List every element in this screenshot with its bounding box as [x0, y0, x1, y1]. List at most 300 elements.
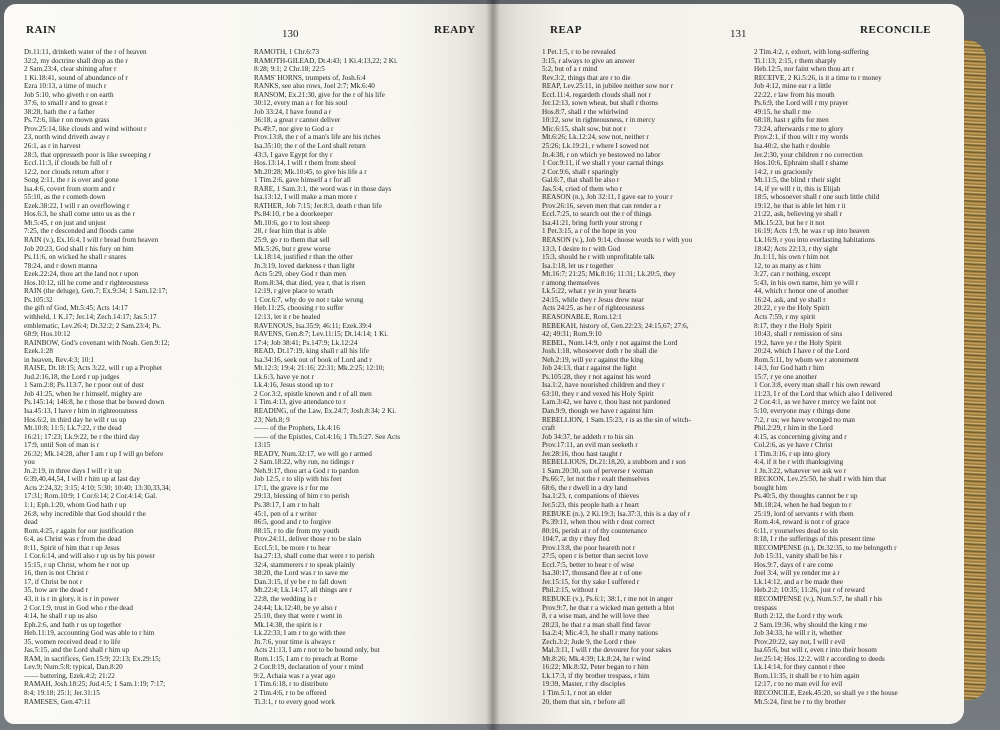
index-line: Lam.3:42, we have r, thou hast not pardoned: [542, 398, 671, 407]
index-line: Job 5:10, who giveth r on earth: [24, 90, 114, 99]
index-line: 73:24, afterwards r me to glory: [754, 124, 844, 133]
index-line: 5:2, but of a r mind: [542, 65, 598, 74]
index-line: 10:12, sow in righteousness, r in mercy: [542, 116, 655, 125]
index-line: 86:5, good and r to forgive: [254, 518, 331, 527]
index-line: Rom.8:34, that died, yea r, that is risen: [254, 278, 366, 287]
index-line: Jer.5:23, this people hath a r heart: [542, 500, 640, 509]
index-line: Mt.6:26; Lk.12:24, sow not, neither r: [542, 133, 649, 142]
index-line: 18:42; Acts 22:13, r thy sight: [754, 244, 838, 253]
index-line: RAMS' HORNS, trumpets of, Josh.6:4: [254, 73, 366, 82]
index-line: Ps.84:10, r be a doorkeeper: [254, 210, 333, 219]
index-line: 24:44; Lk.12:40, be ye also r: [254, 603, 337, 612]
index-line: REBUKE (v.), Ps.6:1; 38:1, r me not in anger: [542, 595, 673, 603]
index-line: Isa.41:21, bring forth your strong r: [542, 218, 643, 227]
index-line: Ps.40:5, thy thoughts cannot be r up: [754, 492, 858, 501]
index-line: Lk.17:3, if thy brother trespass, r him: [542, 671, 650, 680]
index-line: Ps.105:28, they r not against his word: [542, 372, 651, 381]
index-line: 15:15, r up Christ, whom he r not up: [24, 560, 130, 569]
index-line: Hos.13:14, I will r them from sheol: [254, 159, 356, 168]
index-line: 25:19, lord of servants r with them: [754, 509, 854, 518]
index-line: Hos.6:3, he shall come unto us as the r: [24, 210, 135, 219]
index-line: 19:39, Master, r thy disciples: [542, 680, 626, 689]
index-line: 35, women received dead r to life: [24, 637, 121, 646]
index-line: 1 Tim.2:6, gave himself a r for all: [254, 176, 351, 185]
index-line: 16:21; 17:23; Lk.9:22, be r the third day: [24, 432, 140, 441]
index-line: Mt.5:45, r on just and unjust: [24, 218, 106, 227]
index-line: Ezek.1:28: [24, 347, 53, 356]
index-line: Job 41:25, when he r himself, mighty are: [24, 389, 142, 398]
index-line: Jer.15:15, for thy sake I suffered r: [542, 577, 640, 586]
index-line: Prov.26:16, seven men that can render a r: [542, 201, 662, 210]
index-line: 68:6, the r dwell in a dry land: [542, 483, 628, 492]
index-line: Ezra 10:13, a time of much r: [24, 82, 107, 91]
index-line: 32:4, stammerers r to speak plainly: [254, 560, 356, 569]
index-line: 2 Tim.4:6, r to be offered: [254, 689, 327, 698]
index-line: Ezek.22:24, thou art the land not r upon: [24, 270, 139, 279]
index-line: bought him: [754, 483, 787, 492]
index-line: Jud.2:16,18, the Lord r up judges: [24, 372, 120, 381]
index-line: 8:18, I r the sufferings of this present time: [754, 535, 876, 544]
index-line: Ezek.38:22, I will r an overflowing r: [24, 201, 130, 210]
index-line: 6:39,40,44,54, I will r him up at last day: [24, 475, 140, 484]
index-line: Ti.1:13; 2:15, r them sharply: [754, 56, 837, 65]
index-line: 35, how are the dead r: [24, 586, 88, 595]
index-line: Ps.11:6, on wicked he shall r snares: [24, 253, 127, 262]
index-line: 12, to as many as r him: [754, 261, 821, 270]
index-line: Rom.4:4, reward is not r of grace: [754, 518, 850, 527]
index-line: Josh.1:18, whosoever doth r he shall die: [542, 347, 658, 356]
index-line: Isa.30:17, thousand flee at r of one: [542, 569, 642, 578]
index-line: Lk.6:3, have ye not r: [254, 372, 314, 381]
index-line: RATHER, Job 7:15; Jer.8:3, death r than life: [254, 201, 382, 210]
index-line: Mt.5:24, first be r to thy brother: [754, 697, 846, 706]
index-line: 21:22, ask, believing ye shall r: [754, 210, 843, 219]
index-line: RARE, 1 Sam.3:1, the word was r in those days: [254, 184, 392, 193]
index-line: RANSOM, Ex.21:30, give for the r of his life: [254, 90, 385, 99]
index-line: 19:12, he that is able let him r it: [754, 201, 846, 210]
index-line: 6:4, as Christ was r from the dead: [24, 535, 122, 544]
index-line: Isa.27:13, shall come that were r to perish: [254, 552, 375, 561]
index-line: Acts 7:59, r my spirit: [754, 312, 816, 321]
index-line: Heb.11:25, choosing r to suffer: [254, 304, 344, 313]
index-line: 38:20, the Lord was r to save me: [254, 569, 349, 578]
index-line: Job 24:13, that r against the light: [542, 364, 637, 373]
index-line: emblematic, Lev.26:4; Dt.32:2; 2 Sam.23:4; Ps.: [24, 321, 161, 330]
index-line: 25:10, they that were r went in: [254, 612, 343, 621]
index-line: 1 Tim.4:13, give attendance to r: [254, 398, 346, 407]
right-page-column-2: [754, 48, 962, 706]
index-line: 1 Cor.9:11, if we shall r your carnal things: [542, 159, 664, 168]
index-line: Ps.66:7, let not the r exalt themselves: [542, 475, 650, 484]
index-line: REASON (n.), Job 32:11, I gave ear to your r: [542, 193, 673, 202]
index-line: 63:10, they r and vexed his Holy Spirit: [542, 389, 654, 398]
index-line: 88:15, r to die from my youth: [254, 526, 340, 535]
index-line: RAINBOW, God's covenant with Noah. Gen.9:12;: [24, 338, 170, 347]
index-line: Isa.45:13, I have r him in righteousness: [24, 406, 138, 415]
right-page-headword: REAP: [550, 24, 582, 36]
index-line: 1 Cor.3:8, every man shall r his own reward: [754, 381, 881, 390]
index-line: 17, if Christ be not r: [24, 577, 83, 586]
index-line: 2 Cor.8:19, declaration of your r mind: [254, 663, 364, 672]
index-line: Isa.34:16, seek out of book of Lord and r: [254, 355, 372, 364]
left-page: [4, 4, 492, 724]
index-line: Col.2:6, as ye have r Christ: [754, 441, 833, 450]
index-line: Lk.4:16, Jesus stood up to r: [254, 381, 334, 390]
index-line: 23; Neh.8; 9: [254, 415, 290, 424]
index-line: 1 Ki.18:41, sound of abundance of r: [24, 73, 128, 82]
index-line: 2 Cor.4:1, as we have r mercy we faint not: [754, 398, 876, 407]
index-line: 16:24, ask, and ye shall r: [754, 295, 826, 304]
book-gutter-shadow: [486, 0, 500, 730]
index-line: 16:19; Acts 1:9, he was r up into heaven: [754, 227, 870, 236]
index-line: Rom.4:25, r again for our justification: [24, 526, 134, 535]
index-line: Neh.9:17, thou art a God r to pardon: [254, 466, 359, 475]
index-line: 23, north wind driveth away r: [24, 133, 110, 142]
index-line: 17:4; Job 38:41; Ps.147:9; Lk.12:24: [254, 338, 358, 347]
index-line: 13:15: [254, 441, 271, 450]
index-line: Isa.65:6, but will r, even r into their bosom: [754, 646, 877, 655]
index-line: RAM, in sacrifices, Gen.15:9; 22:13; Ex.29:15;: [24, 654, 161, 663]
index-line: Lk.22:33, I am r to go with thee: [254, 629, 346, 638]
index-line: Acts 2:24,32; 3:15; 4:10; 5:30; 10:40; 13:30,33,34;: [24, 483, 171, 492]
index-line: Prov.24:11, deliver those r to be slain: [254, 535, 362, 544]
index-line: Joel 3:4, will ye render me a r: [754, 569, 840, 578]
index-line: Ti.3:1, r to every good work: [254, 697, 335, 706]
index-line: Acts 5:29, obey God r than men: [254, 270, 347, 279]
index-line: 22:22, r law from his mouth: [754, 90, 835, 99]
index-line: 18:5, whosoever shall r one such little child: [754, 193, 880, 202]
index-line: Jer.12:13, sown wheat, but shall r thorns: [542, 99, 658, 108]
index-line: Phil.2:29, r him in the Lord: [754, 424, 833, 433]
index-line: Mt.10:8; 11:5; Lk.7:22, r the dead: [24, 424, 122, 433]
index-line: RAVENOUS, Isa.35:9; 46:11; Ezek.39:4: [254, 321, 372, 330]
index-line: 25:26; Lk.19:21, r where I sowed not: [542, 142, 649, 151]
index-line: Heb.12:5, nor faint when thou art r: [754, 65, 855, 74]
index-line: Job 12:5, r to slip with his feet: [254, 475, 342, 484]
right-page-number: 131: [730, 28, 747, 40]
index-line: trespass: [754, 603, 777, 612]
index-line: Lk.18:14, justified r than the other: [254, 253, 353, 262]
index-line: RAMESES, Gen.47:11: [24, 697, 91, 706]
index-line: 3:15, r always to give an answer: [542, 56, 635, 65]
index-line: 6:11, r yourselves dead to sin: [754, 526, 838, 535]
index-line: Job 4:12, mine ear r a little: [754, 82, 832, 91]
index-line: REBELLIOUS, Dt.21:18,20, a stubborn and r son: [542, 458, 686, 467]
index-line: Mic.6:15, shalt sow, but not r: [542, 124, 627, 133]
index-line: Jer.28:16, thou hast taught r: [542, 449, 622, 458]
index-line: 7:25, the r descended and floods came: [24, 227, 134, 236]
index-line: Jn.7:6, your time is always r: [254, 637, 336, 646]
index-line: 15:3, should he r with unprofitable talk: [542, 253, 655, 262]
index-line: 27:5, open r is better than secret love: [542, 552, 649, 561]
index-line: 8:4; 19:18; 25:1; Jer.31:15: [24, 689, 100, 698]
index-line: Job 34:37, he addeth r to his sin: [542, 432, 634, 441]
index-line: 32:2, my doctrine shall drop as the r: [24, 56, 128, 65]
index-line: 68:9; Hos.10:12: [24, 330, 71, 339]
index-line: 55:10, as the r cometh down: [24, 193, 106, 202]
index-line: 1 Sam.20:30, son of perverse r woman: [542, 466, 653, 475]
index-line: craft: [542, 424, 556, 433]
index-line: Isa.2:4; Mic.4:3, he shall r many nations: [542, 629, 658, 638]
index-line: RANKS, see also rows, Joel 2:7; Mk.6:40: [254, 82, 375, 91]
index-line: Mt.20:28; Mk.10:45, to give his life a r: [254, 167, 367, 176]
index-line: Eccl.7:25, to search out the r of things: [542, 210, 652, 219]
index-line: 8, r a wise man, and he will love thee: [542, 612, 650, 621]
index-line: 1 Tim.6:18, r to distribute: [254, 680, 328, 689]
index-line: Eccl.5:1, be more r to hear: [254, 543, 331, 552]
index-line: —— of the Epistles, Col.4:16; 1 Th.5:27. See Acts: [254, 432, 401, 441]
index-line: 2 Sam.19:36, why should the king r me: [754, 620, 868, 629]
index-line: READY, Num.32:17, we will go r armed: [254, 449, 372, 458]
index-line: 17:31; Rom.10:9; 1 Cor.6:14; 2 Cor.4:14; Gal.: [24, 492, 157, 501]
index-line: Rom.1:15, I am r to preach at Rome: [254, 654, 358, 663]
index-line: 28, r fear him that is able: [254, 227, 327, 236]
index-line: 8:28; 9:1; 2 Chr.18; 22:5: [254, 65, 325, 74]
index-line: 2 Sam.18:22, why run, no tidings r: [254, 458, 355, 467]
index-line: RAIN (the deluge), Gen.7; Ex.9:34; 1 Sam.12:17;: [24, 287, 168, 296]
index-line: RAMAH, Josh.18:25; Jud.4:5; 1 Sam.1:19; 7:17;: [24, 680, 166, 689]
index-line: 4:14, he shall r up us also: [24, 612, 98, 621]
index-line: Eph.2:6, and hath r us up together: [24, 620, 122, 629]
index-line: 2 Cor.3:2, epistle known and r of all men: [254, 389, 372, 398]
index-line: 29:13, blessing of him r to perish: [254, 492, 350, 501]
index-line: Rom.5:11, by whom we r atonement: [754, 355, 859, 364]
index-line: 2 Sam.23:4, clear shining after r: [24, 65, 117, 74]
index-line: Mk.15:23, but he r it not: [754, 218, 825, 227]
index-line: Heb.11:19, accounting God was able to r him: [24, 629, 155, 638]
index-line: 37:6, to small r and to great r: [24, 99, 108, 108]
index-line: Mt.10:6, go r to lost sheep: [254, 218, 330, 227]
index-line: Mt.12:3; 19:4; 21:16; 22:31; Mk.2:25; 12:10;: [254, 364, 385, 373]
index-line: Ruth 2:12, the Lord r thy work: [754, 612, 843, 621]
index-line: REAP, Lev.25:11, in jubilee neither sow nor r: [542, 82, 674, 91]
index-line: Ps.39:11, when thou with r dost correct: [542, 518, 655, 527]
index-line: Jn.1:11, his own r him not: [754, 253, 830, 262]
index-line: 14:3, for God hath r him: [754, 364, 825, 373]
index-line: in heaven, Rev.4:3; 10:1: [24, 355, 94, 364]
index-line: 20, them that sin, r before all: [542, 697, 626, 706]
index-line: Ps.6:9, the Lord will r my prayer: [754, 99, 849, 108]
index-line: Mal.3:11, I will r the devourer for your sakes: [542, 646, 672, 655]
index-line: Hos.9:7, days of r are come: [754, 560, 834, 569]
index-line: Job 33:24, I have found a r: [254, 107, 332, 116]
index-line: 30:12, every man a r for his soul: [254, 99, 348, 108]
index-line: 38:28, hath the r a father: [24, 107, 95, 116]
index-line: Eccl.11:3, if clouds be full of r: [24, 159, 112, 168]
index-line: 28:23, he that r a man shall find favor: [542, 620, 651, 629]
index-line: Mt.8:26; Mk.4:39; Lk.8:24, he r wind: [542, 654, 651, 663]
index-line: 43:3, I gave Egypt for thy r: [254, 150, 333, 159]
index-line: 26:32; Mk.14:28, after I am r up I will go before: [24, 449, 164, 458]
index-line: Hos.6:2, in third day he will r us up: [24, 415, 127, 424]
index-line: REBEL, Num.14:9, only r not against the Lord: [542, 338, 678, 347]
index-line: 1 Pet.1:5, r to be revealed: [542, 48, 616, 56]
index-line: Prov.13:8, the r of a man's life are his riches: [254, 133, 381, 142]
index-line: Prov.2:1, if thou wilt r my words: [754, 133, 849, 142]
index-line: RAISE, Dt.18:15; Acts 3:22, will r up a Prophet: [24, 364, 162, 373]
index-line: 2 Cor.1:9, trust in God who r the dead: [24, 603, 133, 612]
index-line: Prov.9:7, he that r a wicked man getteth a blot: [542, 603, 675, 612]
index-line: —— of the Prophets, Lk.4:16: [254, 424, 340, 433]
index-line: 26:1, as r in harvest: [24, 142, 81, 151]
left-page-column-1: [24, 48, 246, 706]
index-line: Ps.72:6, like r on mown grass: [24, 116, 110, 125]
index-line: Neh.2:19, will ye r against the king: [542, 355, 644, 364]
index-line: Rev.3:2, things that are r to die: [542, 73, 631, 82]
index-line: Jer.2:30, your children r no correction: [754, 150, 863, 159]
index-line: Isa.40:2, she hath r double: [754, 142, 830, 151]
index-line: REBUKE (n.), 2 Ki.19:3; Isa.37:3, this is a day of r: [542, 509, 690, 518]
index-line: RAMOTH-GILEAD, Dt.4:43; 1 Ki.4:13,22; 2 Ki.: [254, 56, 398, 65]
index-line: Isa.1:18, let us r together: [542, 261, 614, 270]
index-line: 24:15, while they r Jesus drew near: [542, 295, 644, 304]
index-line: 16:22; Mk.8:32, Peter began to r him: [542, 663, 649, 672]
index-line: 28:3, that oppresseth poor is like sweeping r: [24, 150, 151, 159]
index-line: 16, then is not Christ r: [24, 569, 89, 578]
index-line: dead: [24, 518, 38, 527]
index-line: REBELLION, 1 Sam.15:23, r is as the sin of witch-: [542, 415, 691, 424]
index-line: Prov.17:11, an evil man seeketh r: [542, 441, 638, 450]
index-line: Isa.1:23, r, companions of thieves: [542, 492, 639, 501]
index-line: Isa.35:10; the r of the Lord shall return: [254, 142, 366, 151]
index-line: r among themselves: [542, 278, 600, 287]
index-line: Mt.11:5, the blind r their sight: [754, 176, 841, 185]
index-line: 78:24, and r down manna: [24, 261, 98, 270]
index-line: Ps.105:32: [24, 295, 53, 304]
index-line: 17:1, the grave is r for me: [254, 483, 329, 492]
index-line: Eccl.11:4, regardeth clouds shall not r: [542, 90, 651, 99]
index-line: REBEKAH, history of, Gen.22:23; 24:15,67; 27:6,: [542, 321, 689, 330]
index-line: 42; 49:31; Rom.9:10: [542, 330, 602, 339]
index-line: RAVENS, Gen.8:7; Lev.11:15; Dt.14:14; 1 Ki.: [254, 330, 389, 339]
index-line: Jer.25:14; Hos.12:2, will r according to deeds: [754, 654, 885, 663]
index-line: Dt.11:11, drinketh water of the r of heaven: [24, 48, 147, 56]
index-line: 2 Tim.4:2, r, exhort, with long-suffering: [754, 48, 869, 56]
index-line: READ, Dt.17:19, king shall r all his life: [254, 347, 369, 356]
index-line: 80:16, perish at r of thy countenance: [542, 526, 648, 535]
index-line: Lk.14:12, and a r be made thee: [754, 577, 844, 586]
index-line: Dan.9:9, though we have r against him: [542, 406, 654, 415]
left-page-number: 130: [282, 28, 299, 40]
index-line: 4:15, as concerning giving and r: [754, 432, 847, 441]
index-line: 8:11, Spirit of him that r up Jesus: [24, 543, 120, 552]
index-line: 9:2, Achaia was r a year ago: [254, 671, 336, 680]
index-line: Mt.16:7; 21:25; Mk.8:16; 11:31; Lk.20:5, they: [542, 270, 676, 279]
index-line: 44, which r honor one of another: [754, 287, 849, 296]
left-page-headword-right: READY: [434, 24, 476, 36]
index-line: Job 15:31, vanity shall be his r: [754, 552, 843, 561]
index-line: RECONCILE, Ezek.45:20, so shall ye r the house: [754, 689, 898, 698]
index-line: 49:15, he shall r me: [754, 107, 811, 116]
index-line: 45:1, pen of a r writer: [254, 509, 317, 518]
index-line: Zech.3:2; Jude 9, the Lord r thee: [542, 637, 636, 646]
right-page-headword-right: RECONCILE: [860, 24, 932, 36]
index-line: 1:1; Eph.1:20, whom God hath r up: [24, 500, 127, 509]
index-line: 12:19, r give place to wrath: [254, 287, 334, 296]
index-line: RECOMPENSE (n.), Dt.32:35, to me belongeth r: [754, 543, 897, 552]
index-line: withheld, 1 K.17; Jer.14; Zech.14:17; Jas.5:17: [24, 312, 157, 321]
index-line: Jas.5:15, and the Lord shall r him up: [24, 646, 130, 655]
index-line: the gift of God, Mt.5:45; Acts 14:17: [24, 304, 128, 313]
index-line: Isa.4:6, covert from storm and r: [24, 184, 116, 193]
index-line: 14:2, r us graciously: [754, 167, 813, 176]
index-line: RAMOTH, 1 Chr.6:73: [254, 48, 320, 56]
right-page-column-1: [542, 48, 752, 706]
index-line: Prov.13:8, the poor heareth not r: [542, 543, 636, 552]
index-line: Lk.14:14, for they cannot r thee: [754, 663, 846, 672]
index-line: Jas.5:4, cried of them who r: [542, 184, 623, 193]
index-line: Ps.49:7, nor give to God a r: [254, 124, 334, 133]
index-line: Prov.25:14, like clouds and wind without r: [24, 124, 147, 133]
index-line: 1 Tim.5:1, r not an elder: [542, 689, 612, 698]
index-line: 8:17, they r the Holy Spirit: [754, 321, 832, 330]
index-line: Song 2:11, the r is over and gone: [24, 176, 119, 185]
index-line: Acts 24:25, as he r of righteousness: [542, 304, 645, 313]
index-line: Ps.38:17, I am r to halt: [254, 500, 320, 509]
index-line: 7:2, r us; we have wronged no man: [754, 415, 856, 424]
index-line: 43, it is r in glory, it is r in power: [24, 595, 119, 603]
index-line: 10:43, shall r remission of sins: [754, 330, 843, 339]
index-line: 12:2, nor clouds return after r: [24, 167, 109, 176]
index-line: 36:18, a great r cannot deliver: [254, 116, 341, 125]
index-line: Eccl.7:5, better to hear r of wise: [542, 560, 635, 569]
index-line: RECOMPENSE (v.), Num.5:7, he shall r his: [754, 595, 883, 603]
index-line: Mt.22:4; Lk.14:17, all things are r: [254, 586, 352, 595]
index-line: Lk.16:9, r you into everlasting habitations: [754, 236, 875, 245]
index-line: REASONABLE, Rom.12:1: [542, 312, 622, 321]
right-page: [492, 4, 964, 724]
index-line: 26:8, why incredible that God should r the: [24, 509, 146, 518]
index-line: Mk.5:26, but r grew worse: [254, 244, 331, 253]
index-line: Mt.18:24, when he had begun to r: [754, 500, 852, 509]
left-page-column-2: [254, 48, 484, 706]
index-line: 1 Cor.6:14, and will also r up us by his power: [24, 552, 155, 561]
index-line: Gal.6:7, that shall he also r: [542, 176, 620, 185]
index-line: Jn.4:38, r on which ye bestowed no labor: [542, 150, 661, 159]
index-line: REASON (v.), Job 9:14, choose words to r with you: [542, 236, 693, 245]
index-line: 25:9, go r to them that sell: [254, 236, 330, 245]
index-line: Hos.10:6, Ephraim shall r shame: [754, 159, 849, 168]
index-line: 104:7, at thy r they fled: [542, 535, 610, 544]
index-line: 19:2, have ye r the Holy Spirit: [754, 338, 842, 347]
index-line: 12:17, r to no man evil for evil: [754, 680, 843, 689]
index-line: Lk.5:22, what r ye in your hearts: [542, 287, 637, 296]
index-line: 20:24, which I have r of the Lord: [754, 347, 850, 356]
index-line: 3:27, can r nothing, except: [754, 270, 831, 279]
index-line: 1 Sam.2:8; Ps.113:7, he r poor out of dust: [24, 381, 144, 390]
index-line: 5:43, in his own name, him ye will r: [754, 278, 859, 287]
index-line: Rom.11:35, it shall be r to him again: [754, 671, 860, 680]
index-line: Hos.8:7, shall r the whirlwind: [542, 107, 628, 116]
index-line: RECEIVE, 2 Ki.5:26, is it a time to r money: [754, 73, 882, 82]
index-line: RECKON, Lev.25:50, he shall r with him that: [754, 475, 887, 484]
index-line: 14, if ye will r it, this is Elijah: [754, 184, 841, 193]
index-line: Jn.3:19, loved darkness r than light: [254, 261, 355, 270]
index-line: 1 Jn.3:22, whatever we ask we r: [754, 466, 847, 475]
index-line: Prov.20:22, say not, I will r evil: [754, 637, 846, 646]
index-line: 20:22, r ye the Holy Spirit: [754, 304, 830, 313]
index-line: Mk.14:38, the spirit is r: [254, 620, 322, 629]
left-page-headword: RAIN: [26, 24, 57, 36]
index-line: Hos.10:12, till he come and r righteousness: [24, 278, 149, 287]
index-line: Acts 21:13, I am r not to be bound only, but: [254, 646, 380, 655]
index-line: 1 Tim.3:16, r up into glory: [754, 449, 831, 458]
index-line: Heb.2:2; 10:35; 11:26, just r of reward: [754, 586, 865, 595]
index-line: RAIN (v.), Ex.16:4, I will r bread from heaven: [24, 236, 159, 245]
index-line: 15:7, r ye one another: [754, 372, 817, 381]
index-line: Job 20:23, God shall r his fury on him: [24, 244, 134, 253]
index-line: Isa.13:12, I will make a man more r: [254, 193, 357, 202]
